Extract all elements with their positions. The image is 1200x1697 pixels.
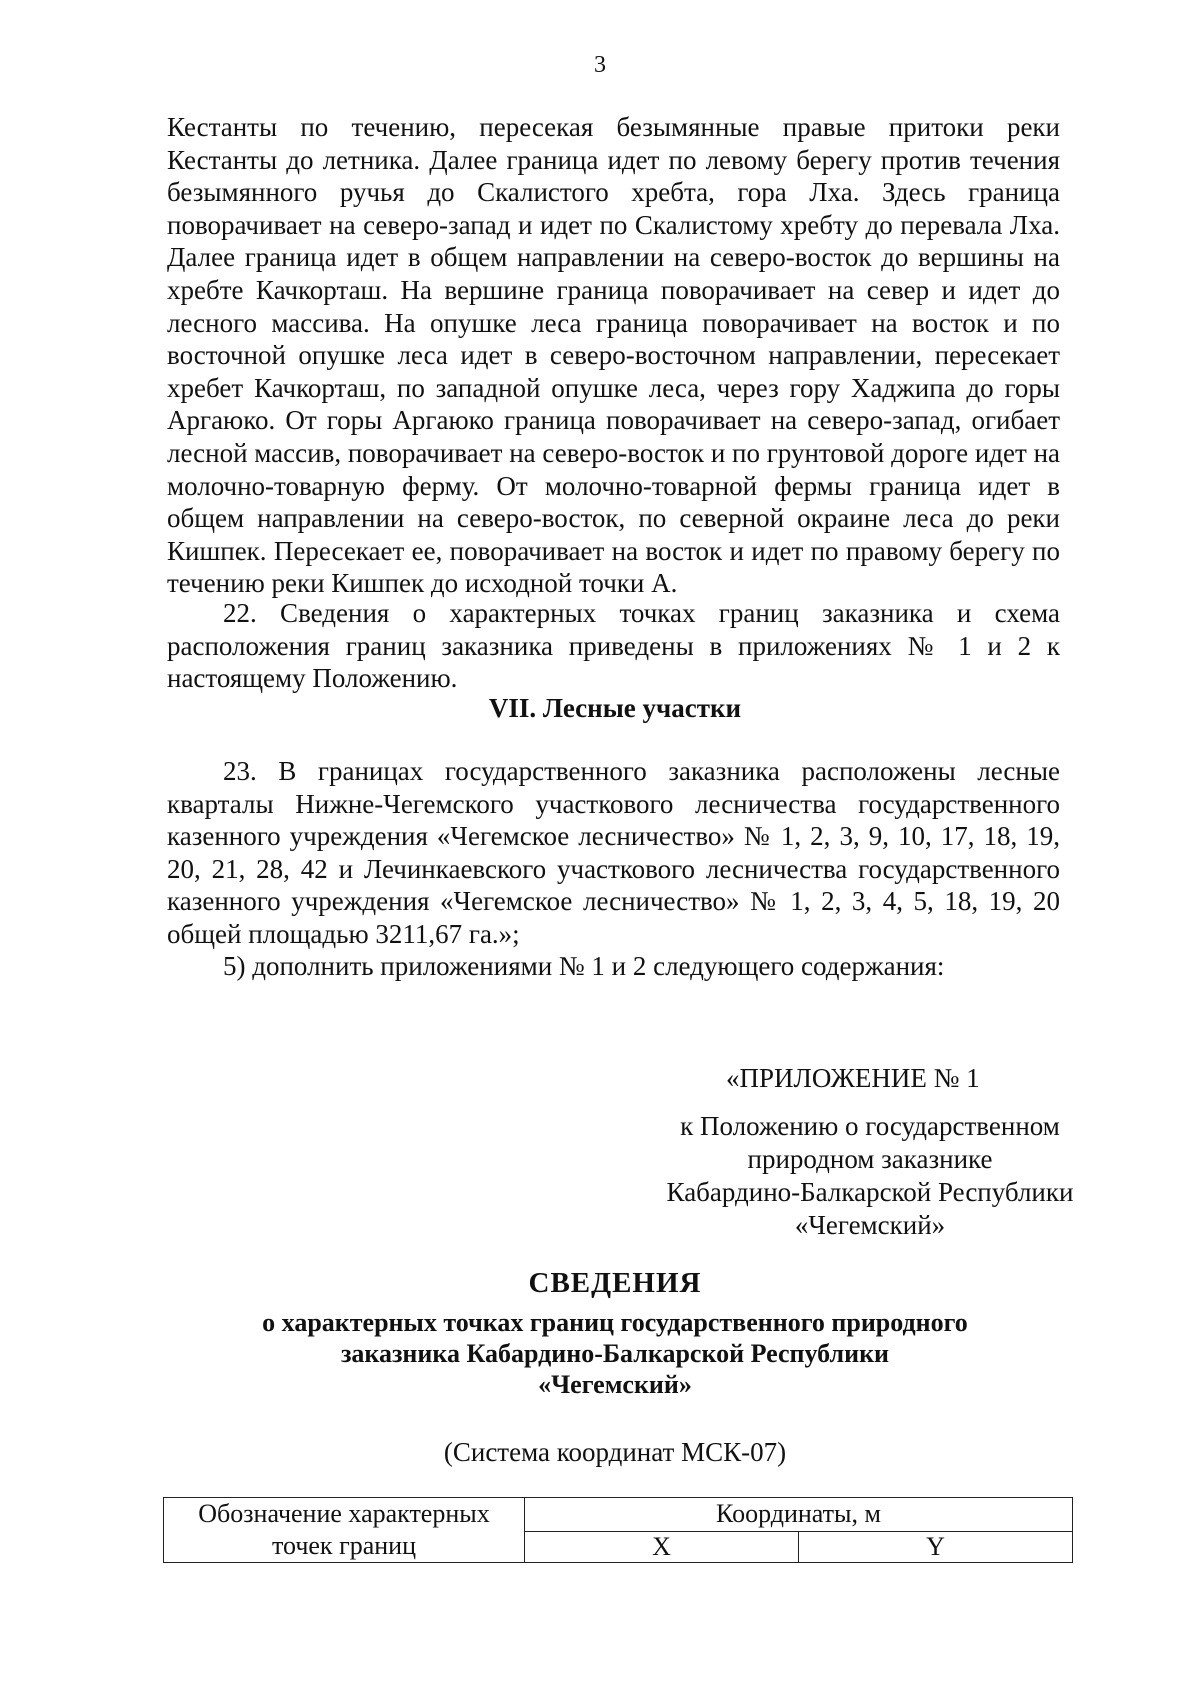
paragraph-boundary-description: Кестанты по течению, пересекая безымянные правые притоки реки Кестанты до летника. Далее граница идет по левому берегу против течения безымянного ручья до Скалистого хребта, гора Лха. Здесь граница поворачивает на северо-запад и идет по Скалистому хребту до перевала Лха. Далее граница идет в общем направлении на северо-восток до вершины на хребте Качкорташ. На вершине граница поворачивает на север и идет до лесного массива. На опушке леса граница поворачивает на восток и по восточной опушке леса идет в северо-восточном направлении, пересекает хребет Качкорташ, по западной опушке леса, через гору Хаджипа до горы Аргаюко. От горы Аргаюко граница поворачивает на северо-запад, огибает лесной массив, поворачивает на северо-восток и по грунтовой дороге идет на молочно-товарную ферму. От молочно-товарной фермы граница идет в общем направлении на северо-восток, по северной окраине леса до реки Кишпек. Пересекает ее, поворачивает на восток и идет по правому берегу по течению реки Кишпек до исходной точки А. <box>167 112 1060 599</box>
header-y: Y <box>798 1531 1072 1562</box>
coordinates-table <box>163 1497 1073 1563</box>
appendix-subtitle-line: природном заказнике <box>747 1144 993 1174</box>
document-subtitle-line: «Чегемский» <box>538 1370 692 1399</box>
header-points <box>164 1498 525 1563</box>
appendix-subtitle-line: к Положению о государственном <box>680 1111 1060 1141</box>
document-subtitle-line: о характерных точках границ государственного природного <box>262 1308 968 1337</box>
table-header-row <box>164 1498 1073 1532</box>
appendix-subtitle-line: «Чегемский» <box>794 1210 946 1240</box>
document-subtitle-line: заказника Кабардино-Балкарской Республики <box>340 1339 890 1368</box>
header-coordinates: Координаты, м <box>525 1498 1073 1532</box>
header-x: X <box>525 1531 799 1562</box>
paragraph-22: 22. Сведения о характерных точках границ заказника и схема расположения границ заказника приведены в приложениях № 1 и 2 к настоящему Положению. <box>167 598 1060 694</box>
section-heading: VII. Лесные участки <box>488 693 742 723</box>
document-subtitle <box>0 1307 1200 1400</box>
paragraph-23: 23. В границах государственного заказника расположены лесные кварталы Нижне-Чегемского участкового лесничества государственного казенного учреждения «Чегемское лесничество» № 1, 2, 3, 9, 10, 17, 18, 19, 20, 21, 28, 42 и Лечинкаевского участкового лесничества государственного казенного учреждения «Чегемское лесничество» № 1, 2, 3, 4, 5, 18, 19, 20 общей площадью 3211,67 га.»; <box>167 756 1060 949</box>
appendix-label: «ПРИЛОЖЕНИЕ № 1 <box>726 1063 980 1093</box>
header-points-line: точек границ <box>271 1531 417 1560</box>
header-points-line: Обозначение характерных <box>198 1499 490 1528</box>
document-title: СВЕДЕНИЯ <box>528 1267 702 1299</box>
appendix-subtitle-line: Кабардино-Балкарской Республики <box>666 1177 1074 1207</box>
page-number: 3 <box>594 52 606 78</box>
appendix-subtitle <box>630 1110 1110 1242</box>
paragraph-5: 5) дополнить приложениями № 1 и 2 следующего содержания: <box>223 951 945 981</box>
coordinate-system-label: (Система координат МСК-07) <box>443 1437 787 1467</box>
